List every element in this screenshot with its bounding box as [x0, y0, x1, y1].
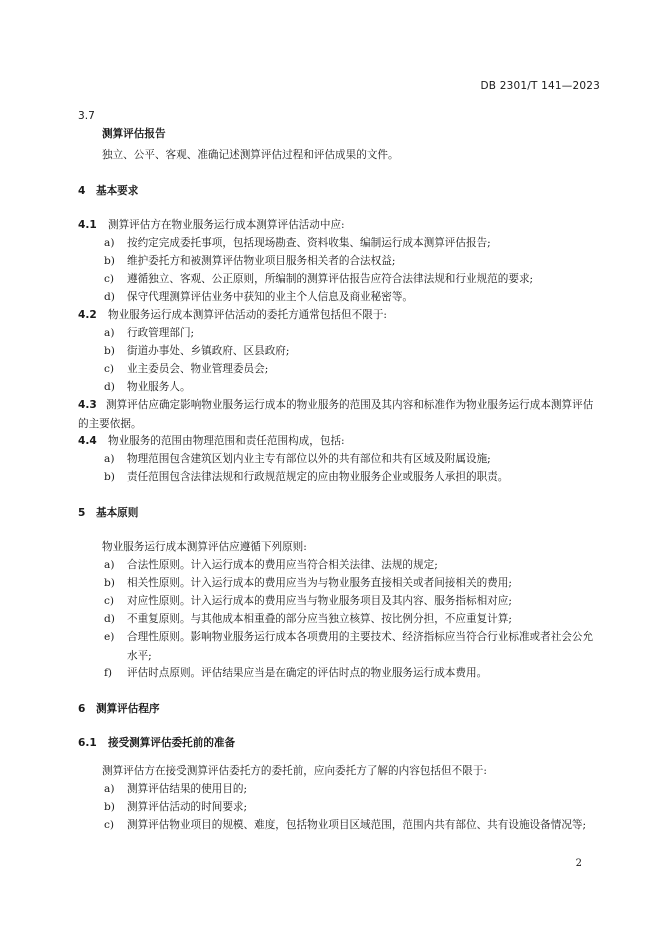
- clause-number: 3.7: [78, 110, 95, 122]
- item-label: c): [104, 363, 115, 375]
- clause-title: 接受测算评估委托前的准备: [108, 737, 236, 749]
- item-text: 物理范围包含建筑区划内业主专有部位以外的共有部位和共有区域及附属设施;: [127, 453, 491, 465]
- page-number: 2: [575, 858, 582, 869]
- document-number: DB 2301/T 141—2023: [480, 80, 600, 92]
- item-label: d): [104, 381, 115, 393]
- item-label: e): [104, 631, 115, 643]
- item-text: 测算评估活动的时间要求;: [127, 801, 248, 813]
- item-text: 物业服务人。: [127, 381, 191, 393]
- item-label: c): [104, 595, 115, 607]
- clause-text: 物业服务的范围由物理范围和责任范围构成，包括:: [108, 435, 345, 447]
- chapter-number: 6: [78, 703, 86, 715]
- clause-number: 4.1: [78, 219, 97, 231]
- item-label: d): [104, 613, 115, 625]
- item-label: b): [104, 577, 115, 589]
- item-label: a): [104, 327, 115, 339]
- item-text: 责任范围包含法律法规和行政规范规定的应由物业服务企业或服务人承担的职责。: [127, 471, 509, 483]
- item-label: c): [104, 273, 115, 285]
- item-text: 测算评估结果的使用目的;: [127, 783, 248, 795]
- clause-number: 6.1: [78, 737, 97, 749]
- item-label: a): [104, 237, 115, 249]
- item-text: 对应性原则。计入运行成本的费用应当与物业服务项目及其内容、服务指标相对应;: [127, 595, 512, 607]
- definition-text: 独立、公平、客观、准确记述测算评估过程和评估成果的文件。: [102, 149, 399, 161]
- item-text: 不重复原则。与其他成本相重叠的部分应当独立核算、按比例分担，不应重复计算;: [127, 613, 512, 625]
- chapter-number: 5: [78, 507, 86, 519]
- clause-number: 4.4: [78, 435, 97, 447]
- chapter-number: 4: [78, 185, 86, 197]
- item-label: b): [104, 471, 115, 483]
- chapter-title: 基本要求: [96, 185, 139, 197]
- item-text: 相关性原则。计入运行成本的费用应当为与物业服务直接相关或者间接相关的费用;: [127, 577, 512, 589]
- clause-text: 物业服务运行成本测算评估活动的委托方通常包括但不限于:: [108, 309, 388, 321]
- item-label: f): [104, 667, 113, 679]
- intro-text: 测算评估方在接受测算评估委托方的委托前，应向委托方了解的内容包括但不限于:: [102, 765, 487, 777]
- term-title: 测算评估报告: [102, 128, 166, 140]
- item-label: b): [104, 255, 115, 267]
- item-text: 保守代理测算评估业务中获知的业主个人信息及商业秘密等。: [127, 291, 414, 303]
- item-label: b): [104, 801, 115, 813]
- item-text: 行政管理部门;: [127, 327, 195, 339]
- item-label: a): [104, 559, 115, 571]
- item-text: 业主委员会、物业管理委员会;: [127, 363, 269, 375]
- clause-text: 测算评估应确定影响物业服务运行成本的物业服务的范围及其内容和标准作为物业服务运行成本测算评估的主要依据。: [78, 399, 594, 430]
- item-text: 评估时点原则。评估结果应当是在确定的评估时点的物业服务运行成本费用。: [127, 667, 488, 679]
- item-label: c): [104, 819, 115, 831]
- item-text: 街道办事处、乡镇政府、区县政府;: [127, 345, 290, 357]
- item-text: 遵循独立、客观、公正原则，所编制的测算评估报告应符合法律法规和行业规范的要求;: [127, 273, 534, 285]
- item-label: b): [104, 345, 115, 357]
- clause-number: 4.3: [78, 399, 97, 411]
- chapter-title: 基本原则: [96, 507, 139, 519]
- item-label: a): [104, 453, 115, 465]
- clause-number: 4.2: [78, 309, 97, 321]
- chapter-title: 测算评估程序: [96, 703, 160, 715]
- clause-text: 测算评估方在物业服务运行成本测算评估活动中应:: [108, 219, 345, 231]
- item-text: 测算评估物业项目的规模、难度，包括物业项目区域范围，范围内共有部位、共有设施设备情况等;: [127, 819, 587, 831]
- item-text: 合理性原则。影响物业服务运行成本各项费用的主要技术、经济指标应当符合行业标准或者社会公允水平;: [127, 631, 594, 662]
- item-label: d): [104, 291, 115, 303]
- intro-text: 物业服务运行成本测算评估应遵循下列原则:: [102, 541, 307, 553]
- item-label: a): [104, 783, 115, 795]
- item-text: 合法性原则。计入运行成本的费用应当符合相关法律、法规的规定;: [127, 559, 438, 571]
- item-text: 维护委托方和被测算评估物业项目服务相关者的合法权益;: [127, 255, 396, 267]
- item-text: 按约定完成委托事项，包括现场勘查、资料收集、编制运行成本测算评估报告;: [127, 237, 491, 249]
